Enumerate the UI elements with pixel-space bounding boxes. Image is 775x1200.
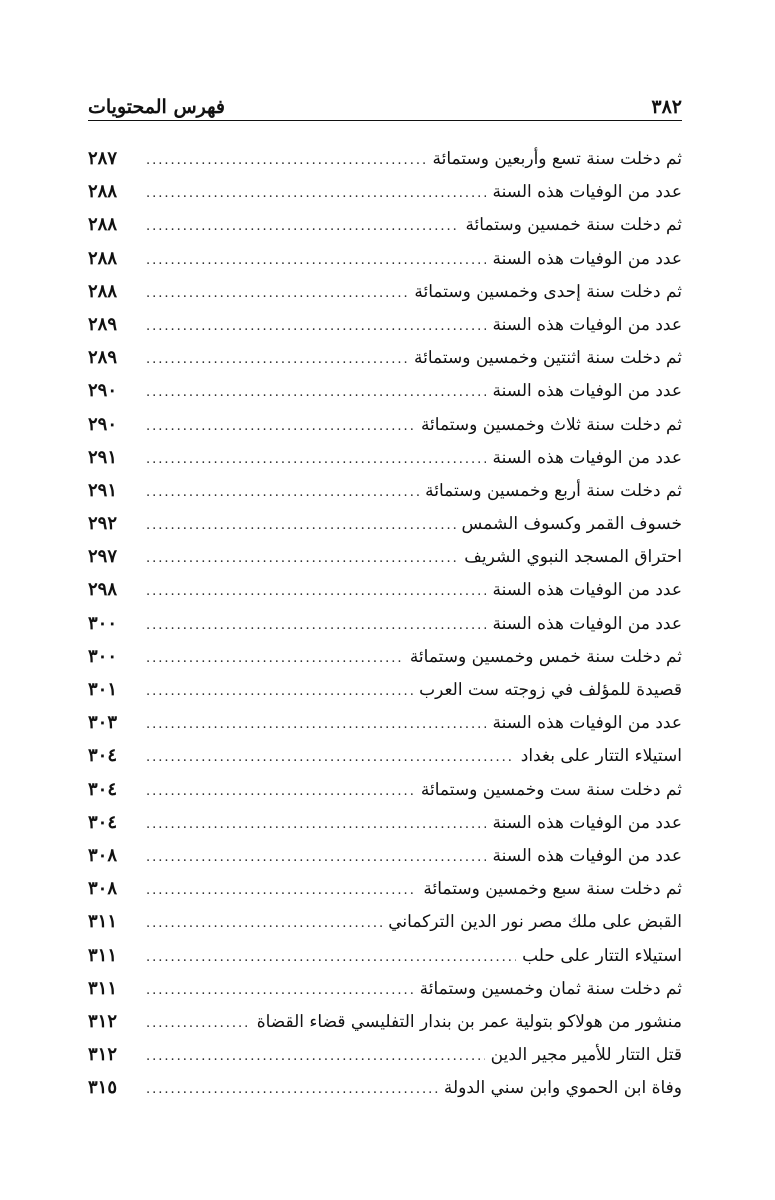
dot-leader (146, 177, 486, 210)
toc-entry-page-number: ٢٩٨ (88, 579, 118, 601)
toc-entry (88, 474, 682, 507)
toc-entry-title: عدد من الوفيات هذه السنة (492, 314, 682, 335)
toc-entry (88, 175, 682, 208)
toc-entry-page-number: ٣١٥ (88, 1077, 118, 1099)
toc-entry-page-number: ٣١١ (88, 977, 118, 999)
toc-entry (88, 905, 682, 938)
toc-entry-page-number: ٢٨٨ (88, 214, 118, 236)
toc-entry-page-number: ٢٨٩ (88, 313, 118, 335)
header-rule (88, 120, 682, 121)
toc-entry (88, 308, 682, 341)
toc-entry-page-number: ٢٨٩ (88, 347, 118, 369)
toc-entry-title: عدد من الوفيات هذه السنة (492, 447, 682, 468)
dot-leader (146, 609, 486, 642)
toc-entry-title: وفاة ابن الحموي وابن سني الدولة (443, 1078, 682, 1099)
dot-leader (146, 874, 417, 907)
toc-entry-page-number: ٣٠٣ (88, 712, 118, 734)
toc-entry-title: ثم دخلت سنة ثمان وخمسين وستمائة (419, 978, 682, 999)
toc-entry-title: عدد من الوفيات هذه السنة (492, 248, 682, 269)
toc-entry-page-number: ٢٩٢ (88, 513, 118, 535)
toc-entry-page-number: ٢٩١ (88, 479, 118, 501)
toc-entry-title: عدد من الوفيات هذه السنة (492, 812, 682, 833)
dot-leader (146, 244, 486, 277)
dot-leader (146, 974, 414, 1007)
dot-leader (146, 443, 486, 476)
toc-entry (88, 1038, 682, 1071)
toc-entry-title: ثم دخلت سنة سبع وخمسين وستمائة (423, 879, 682, 900)
toc-entry-page-number: ٣٠٨ (88, 878, 118, 900)
toc-entry-page-number: ٣٠٠ (88, 645, 118, 667)
dot-leader (146, 1040, 485, 1073)
toc-entry-page-number: ٢٨٨ (88, 181, 118, 203)
toc-entry-page-number: ٣٠٤ (88, 745, 118, 767)
dot-leader (146, 1073, 438, 1106)
toc-entry (88, 540, 682, 573)
toc-entry-page-number: ٣١١ (88, 944, 118, 966)
toc-entry (88, 640, 682, 673)
dot-leader (146, 775, 415, 808)
section-title: فهرس المحتويات (88, 96, 225, 118)
toc-entry (88, 573, 682, 606)
toc-entry (88, 341, 682, 374)
table-of-contents (88, 142, 682, 1104)
dot-leader (146, 907, 382, 940)
toc-entry-title: عدد من الوفيات هذه السنة (492, 845, 682, 866)
toc-entry-page-number: ٢٩٠ (88, 413, 118, 435)
toc-entry-page-number: ٢٩٠ (88, 380, 118, 402)
dot-leader (146, 841, 486, 874)
toc-entry-title: قصيدة للمؤلف في زوجته ست العرب (419, 680, 682, 700)
toc-entry-title: عدد من الوفيات هذه السنة (492, 182, 682, 203)
toc-entry (88, 1071, 682, 1104)
toc-entry-title: قتل التتار للأمير مجير الدين (490, 1045, 682, 1066)
toc-entry (88, 706, 682, 739)
toc-entry (88, 507, 682, 540)
toc-entry (88, 1005, 682, 1038)
dot-leader (146, 144, 427, 177)
dot-leader (146, 542, 458, 575)
toc-entry-page-number: ٢٨٨ (88, 247, 118, 269)
toc-entry-page-number: ٣١١ (88, 911, 118, 933)
toc-entry (88, 739, 682, 772)
toc-entry (88, 673, 682, 706)
toc-entry (88, 806, 682, 839)
toc-entry-page-number: ٣٠٠ (88, 612, 118, 634)
toc-entry (88, 408, 682, 441)
toc-entry (88, 441, 682, 474)
toc-entry-title: عدد من الوفيات هذه السنة (492, 613, 682, 634)
toc-entry (88, 607, 682, 640)
dot-leader (146, 410, 415, 443)
dot-leader (146, 642, 404, 675)
toc-entry-page-number: ٣٠٤ (88, 811, 118, 833)
dot-leader (146, 941, 516, 974)
dot-leader (146, 343, 408, 376)
toc-entry (88, 939, 682, 972)
toc-entry (88, 242, 682, 275)
dot-leader (146, 376, 486, 409)
toc-entry-title: ثم دخلت سنة خمس وخمسين وستمائة (409, 646, 682, 667)
toc-entry-page-number: ٣٠١ (88, 679, 118, 700)
toc-entry (88, 773, 682, 806)
toc-entry-title: ثم دخلت سنة ثلاث وخمسين وستمائة (420, 414, 682, 435)
toc-entry-title: احتراق المسجد النبوي الشريف (464, 547, 682, 568)
toc-entry-title: استيلاء التتار على بغداد (520, 746, 682, 767)
page-number: ٣٨٢ (651, 96, 682, 118)
dot-leader (146, 210, 459, 243)
toc-entry (88, 972, 682, 1005)
dot-leader (146, 808, 486, 841)
running-header (88, 88, 682, 118)
toc-entry (88, 872, 682, 905)
toc-entry (88, 839, 682, 872)
toc-entry (88, 275, 682, 308)
toc-entry-title: عدد من الوفيات هذه السنة (492, 580, 682, 601)
toc-entry-page-number: ٣٠٨ (88, 844, 118, 866)
toc-entry-page-number: ٢٩١ (88, 446, 118, 468)
dot-leader (146, 741, 515, 774)
dot-leader (146, 509, 456, 542)
toc-entry-page-number: ٢٨٨ (88, 280, 118, 302)
toc-entry-title: القبض على ملك مصر نور الدين التركماني (388, 912, 682, 933)
toc-entry-page-number: ٣١٢ (88, 1010, 118, 1032)
toc-entry-title: عدد من الوفيات هذه السنة (492, 713, 682, 734)
toc-entry-title: ثم دخلت سنة تسع وأربعين وستمائة (432, 149, 682, 169)
toc-entry (88, 142, 682, 175)
toc-entry-title: ثم دخلت سنة ست وخمسين وستمائة (420, 779, 682, 800)
toc-entry-page-number: ٣٠٤ (88, 778, 118, 800)
dot-leader (146, 708, 486, 741)
dot-leader (146, 310, 486, 343)
toc-entry-page-number: ٢٨٧ (88, 148, 118, 169)
dot-leader (146, 575, 486, 608)
dot-leader (146, 675, 413, 708)
toc-entry-page-number: ٢٩٧ (88, 546, 118, 568)
toc-entry (88, 208, 682, 241)
toc-entry-title: استيلاء التتار على حلب (522, 945, 682, 966)
toc-entry-title: عدد من الوفيات هذه السنة (492, 381, 682, 402)
dot-leader (146, 1007, 251, 1040)
toc-entry-title: ثم دخلت سنة إحدى وخمسين وستمائة (414, 281, 682, 302)
dot-leader (146, 277, 408, 310)
toc-entry-title: ثم دخلت سنة خمسين وستمائة (465, 215, 682, 236)
toc-entry (88, 374, 682, 407)
toc-entry-title: منشور من هولاكو بتولية عمر بن بندار التفليسي قضاء القضاة (256, 1011, 682, 1032)
toc-entry-title: ثم دخلت سنة أربع وخمسين وستمائة (425, 480, 682, 501)
toc-entry-title: ثم دخلت سنة اثنتين وخمسين وستمائة (414, 348, 682, 369)
toc-entry-title: خسوف القمر وكسوف الشمس (461, 514, 682, 535)
toc-entry-page-number: ٣١٢ (88, 1044, 118, 1066)
dot-leader (146, 476, 419, 509)
